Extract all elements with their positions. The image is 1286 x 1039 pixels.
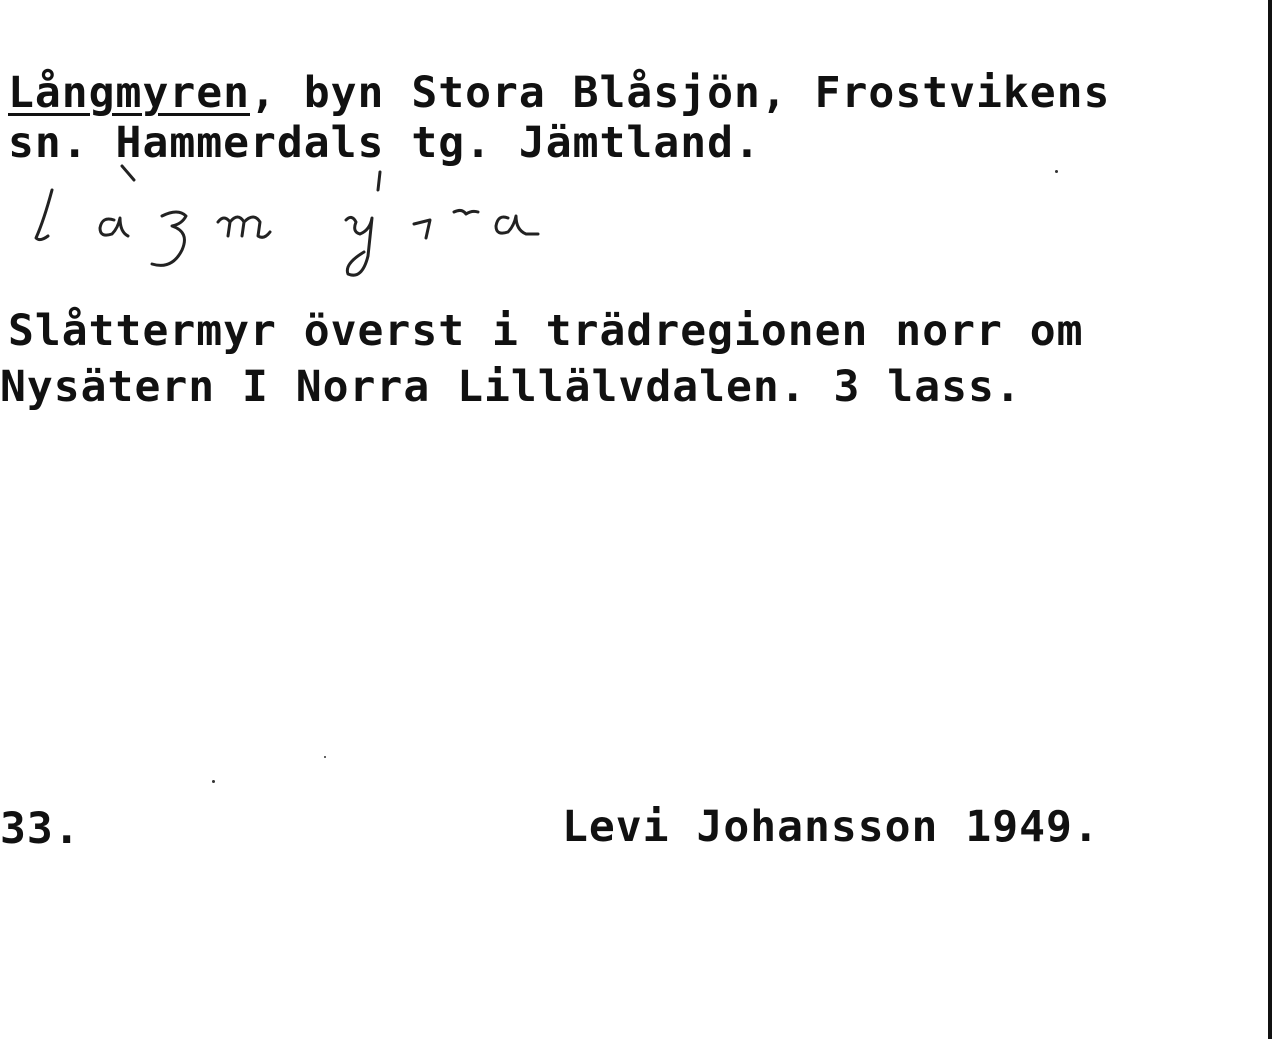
paper-speck (324, 756, 326, 758)
paper-speck (212, 780, 215, 783)
card-edge-border (1268, 0, 1272, 1039)
place-heading-line (8, 68, 1111, 118)
handwritten-phonetic-transcription (22, 160, 582, 290)
card-number: 33. (0, 804, 81, 854)
heading-location: , byn Stora Blåsjön, Frostvikens (250, 68, 1111, 118)
description-line-2: Nysätern I Norra Lillälvdalen. 3 lass. (0, 362, 1022, 412)
description-line-1: Slåttermyr överst i trädregionen norr om (8, 306, 1084, 356)
parish-district-line: sn. Hammerdals tg. Jämtland. (8, 118, 761, 168)
headword: Långmyren (8, 68, 250, 118)
collector-signature: Levi Johansson 1949. (562, 802, 1100, 852)
paper-speck (1055, 170, 1058, 173)
